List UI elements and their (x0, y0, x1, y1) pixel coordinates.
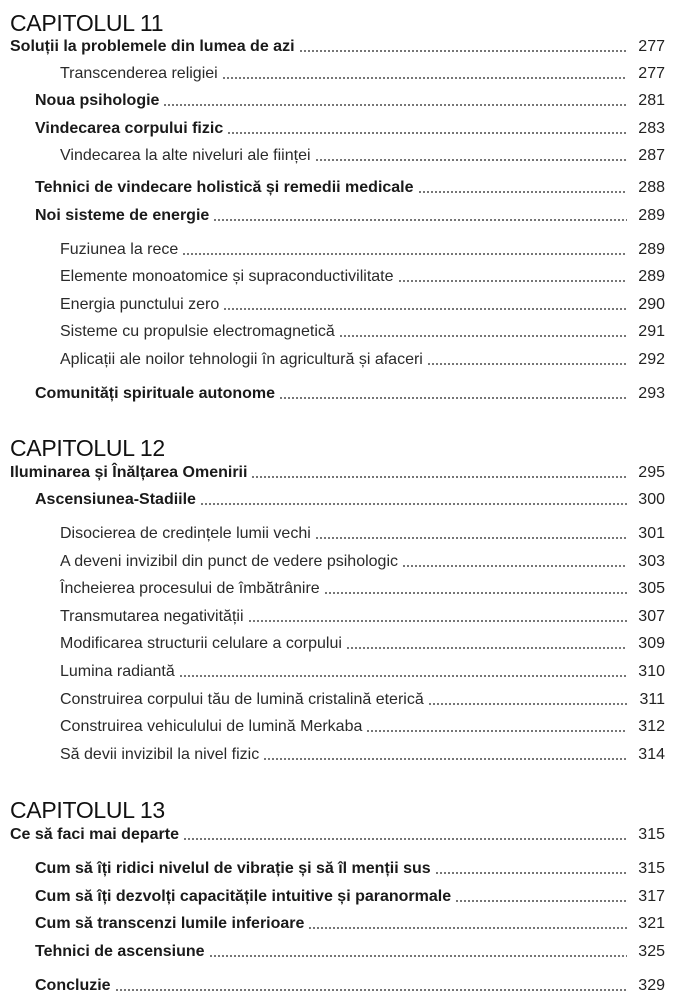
page-number: 289 (638, 207, 665, 224)
chapter-heading: CAPITOLUL 12 (10, 435, 165, 461)
dot-leader (366, 730, 627, 732)
entry-title: Transcenderea religiei (60, 65, 218, 82)
dot-leader (182, 253, 627, 255)
toc-entry (35, 87, 665, 111)
dot-leader (179, 675, 627, 677)
page-number: 325 (638, 943, 665, 960)
page-number: 310 (638, 663, 665, 680)
toc-entry (35, 883, 665, 907)
entry-title: Ce să faci mai departe (10, 826, 179, 843)
entry-title: Să devii invizibil la nivel fizic (60, 746, 260, 763)
toc-entry (60, 263, 665, 287)
page-number: 329 (638, 977, 665, 994)
dot-leader (213, 219, 627, 221)
entry-title: Cum să îți dezvolți capacitățile intuitive și paranormale (35, 888, 452, 905)
page-number: 307 (638, 608, 665, 625)
toc-entry (60, 548, 665, 572)
page-number: 314 (638, 746, 665, 763)
dot-leader (435, 872, 627, 874)
entry-title: Ascensiunea-Stadiile (35, 491, 196, 508)
entry-title: Fuziunea la rece (60, 241, 179, 258)
toc-entry (60, 291, 665, 315)
entry-title: Iluminarea și Înălțarea Omenirii (10, 464, 248, 481)
entry-title: A deveni invizibil din punct de vedere psihologic (60, 553, 398, 570)
toc-entry (10, 33, 665, 57)
page-number: 301 (638, 525, 665, 542)
entry-title: Modificarea structurii celulare a corpului (60, 635, 342, 652)
page-number: 312 (638, 718, 665, 735)
page-number: 277 (638, 65, 665, 82)
toc-entry (35, 380, 665, 404)
dot-leader (222, 77, 627, 79)
dot-leader (324, 592, 627, 594)
page-number: 321 (638, 915, 665, 932)
page-number: 291 (638, 323, 665, 340)
page-number: 315 (638, 860, 665, 877)
entry-title: Elemente monoatomice și supraconductivilitate (60, 268, 394, 285)
toc-entry (35, 202, 665, 226)
dot-leader (398, 280, 628, 282)
dot-leader (279, 397, 627, 399)
dot-leader (315, 537, 627, 539)
toc-entry (35, 855, 665, 879)
entry-title: Transmutarea negativității (60, 608, 244, 625)
dot-leader (251, 476, 627, 478)
toc-entry (10, 459, 665, 483)
dot-leader (227, 132, 627, 134)
toc-entry (60, 686, 665, 710)
entry-title: Noi sisteme de energie (35, 207, 210, 224)
page-number: 289 (638, 268, 665, 285)
entry-title: Disocierea de credințele lumii vechi (60, 525, 311, 542)
toc-entry (60, 60, 665, 84)
dot-leader (248, 620, 628, 622)
page-number: 290 (638, 296, 665, 313)
page-number: 303 (638, 553, 665, 570)
toc-entry (35, 174, 665, 198)
page-number: 317 (638, 888, 665, 905)
page-number: 293 (638, 385, 665, 402)
page-number: 287 (638, 147, 665, 164)
page-number: 277 (638, 38, 665, 55)
dot-leader (428, 703, 627, 705)
page-number: 283 (638, 120, 665, 137)
dot-leader (299, 50, 627, 52)
toc-entry (60, 236, 665, 260)
toc-entry (35, 938, 665, 962)
page-number: 281 (638, 92, 665, 109)
dot-leader (183, 838, 627, 840)
toc-entry (60, 520, 665, 544)
dot-leader (163, 104, 627, 106)
entry-title: Aplicații ale noilor tehnologii în agricultură și afaceri (60, 351, 423, 368)
chapter-heading: CAPITOLUL 11 (10, 10, 164, 36)
toc-entry (60, 575, 665, 599)
dot-leader (115, 989, 627, 991)
page-number: 288 (638, 179, 665, 196)
toc-entry (60, 713, 665, 737)
entry-title: Comunități spirituale autonome (35, 385, 276, 402)
entry-title: Lumina radiantă (60, 663, 175, 680)
dot-leader (427, 363, 627, 365)
page-number: 289 (638, 241, 665, 258)
entry-title: Energia punctului zero (60, 296, 220, 313)
entry-title: Construirea vehiculului de lumină Merkaba (60, 718, 363, 735)
dot-leader (402, 565, 627, 567)
dot-leader (346, 647, 627, 649)
toc-entry (60, 630, 665, 654)
dot-leader (200, 503, 627, 505)
toc-entry (35, 972, 665, 996)
chapter-heading: CAPITOLUL 13 (10, 797, 165, 823)
dot-leader (308, 927, 627, 929)
entry-title: Construirea corpului tău de lumină cristalină eterică (60, 691, 424, 708)
dot-leader (455, 900, 627, 902)
dot-leader (339, 335, 627, 337)
page-number: 292 (638, 351, 665, 368)
toc-entry (60, 142, 665, 166)
entry-title: Încheierea procesului de îmbătrânire (60, 580, 320, 597)
entry-title: Cum să îți ridici nivelul de vibrație și să îl menții sus (35, 860, 431, 877)
entry-title: Vindecarea la alte niveluri ale ființei (60, 147, 311, 164)
entry-title: Tehnici de vindecare holistică și remedii medicale (35, 179, 414, 196)
dot-leader (315, 159, 627, 161)
page-number: 295 (638, 464, 665, 481)
toc-entry (35, 910, 665, 934)
entry-title: Tehnici de ascensiune (35, 943, 205, 960)
toc-entry (60, 603, 665, 627)
toc-entry (60, 658, 665, 682)
toc-entry (60, 741, 665, 765)
entry-title: Cum să transcenzi lumile inferioare (35, 915, 305, 932)
dot-leader (209, 955, 627, 957)
page-number: 315 (638, 826, 665, 843)
dot-leader (223, 308, 627, 310)
page-number: 300 (638, 491, 665, 508)
entry-title: Sisteme cu propulsie electromagnetică (60, 323, 335, 340)
dot-leader (263, 758, 627, 760)
toc-entry (10, 821, 665, 845)
page-number: 309 (638, 635, 665, 652)
toc-entry (60, 346, 665, 370)
toc-entry (35, 486, 665, 510)
page-number: 311 (639, 691, 665, 708)
entry-title: Soluții la problemele din lumea de azi (10, 38, 295, 55)
entry-title: Vindecarea corpului fizic (35, 120, 224, 137)
toc-entry (35, 115, 665, 139)
dot-leader (418, 191, 627, 193)
page-number: 305 (638, 580, 665, 597)
toc-entry (60, 318, 665, 342)
entry-title: Concluzie (35, 977, 111, 994)
entry-title: Noua psihologie (35, 92, 160, 109)
